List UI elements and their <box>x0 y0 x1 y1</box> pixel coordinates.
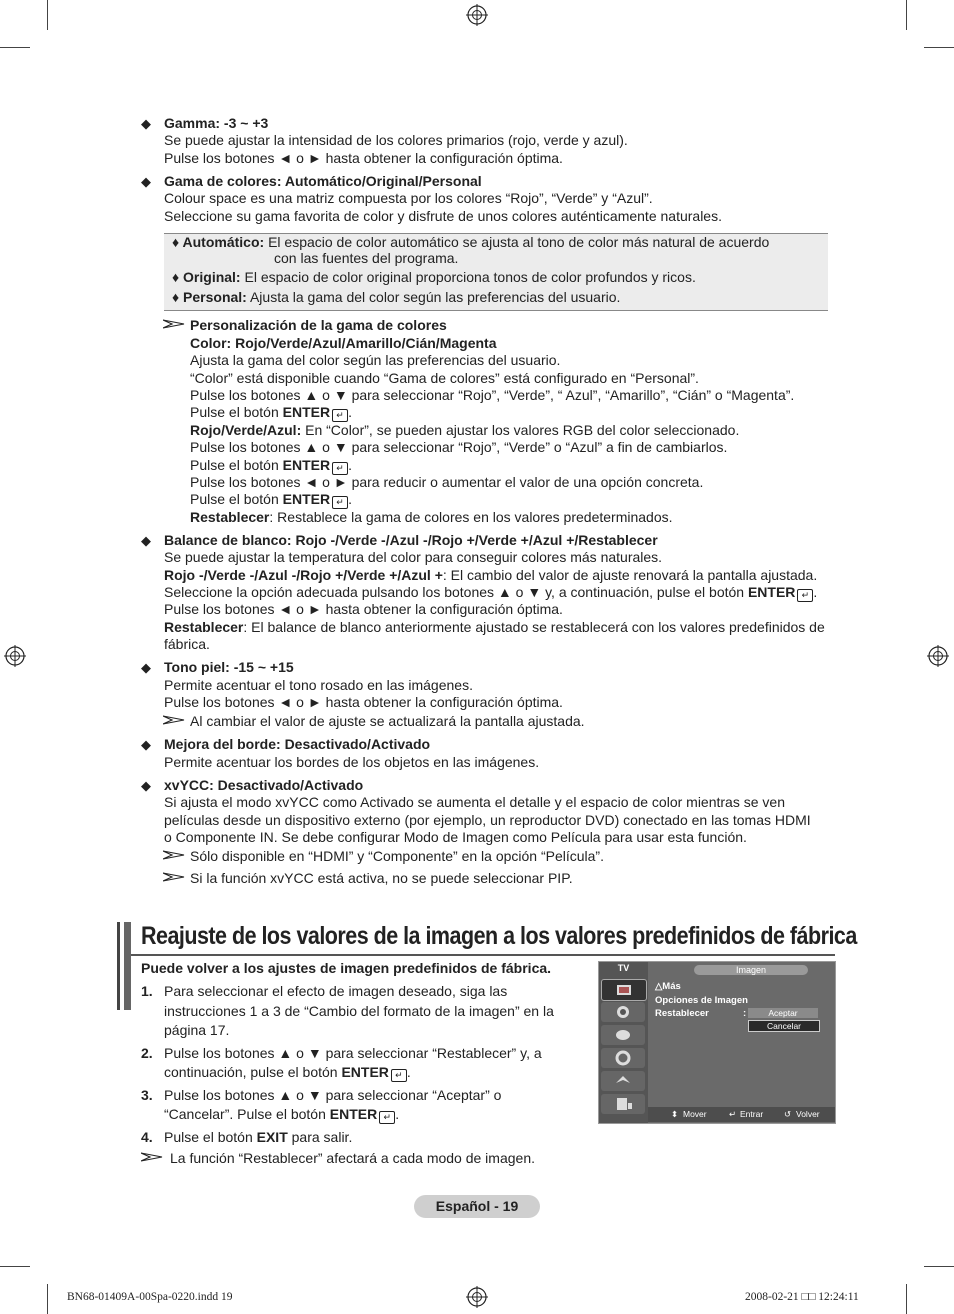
skin-line: Permite acentuar el tono rosado en las imágenes. <box>164 677 473 693</box>
custom-line: Pulse los botones ▲ o ▼ para seleccionar “Rojo”, “Verde”, “ Azul”, “Amarillo”, “Cián” o “Magenta”. <box>190 387 795 403</box>
white-line: fábrica. <box>164 636 210 652</box>
xvycc-note: Si la función xvYCC está activa, no se puede seleccionar PIP. <box>190 870 573 886</box>
skin-line: Pulse los botones ◄ o ► hasta obtener la configuración óptima. <box>164 694 563 710</box>
menu-colon: : <box>743 1008 747 1019</box>
custom-line: Pulse los botones ▲ o ▼ para seleccionar “Rojo”, “Verde” o “Azul” a fin de cambiarlos. <box>190 439 728 455</box>
crop-mark <box>924 47 954 48</box>
gamut-option-original: ♦ Original: El espacio de color original proporciona tonos de color profundos y ricos. <box>172 269 696 285</box>
application-menu-icon[interactable] <box>601 1094 645 1114</box>
tv-menu-helpbar <box>648 1107 835 1122</box>
cancel-option[interactable]: Cancelar <box>748 1020 820 1032</box>
menu-item-picture-options[interactable]: Opciones de Imagen <box>655 995 748 1006</box>
bullet-diamond-icon: ◆ <box>141 174 151 189</box>
gamut-line: Seleccione su gama favorita de color y disfrute de unos colores auténticamente naturales. <box>164 208 722 224</box>
registration-mark-icon <box>927 645 949 667</box>
note-arrow-icon <box>163 715 185 725</box>
move-label: Mover <box>683 1109 707 1119</box>
gamma-title: Gamma: -3 ~ +3 <box>164 115 269 131</box>
gamut-line: Colour space es una matriz compuesta por los colores “Rojo”, “Verde” y “Azul”. <box>164 190 653 206</box>
crop-mark <box>906 1284 907 1314</box>
tv-label: TV <box>617 963 630 973</box>
menu-item-more[interactable]: △Más <box>655 981 681 992</box>
step-text: instrucciones 1 a 3 de “Cambio del formato de la imagen” en la <box>164 1003 554 1019</box>
gamut-option-auto: ♦ Automático: El espacio de color automático se ajusta al tono de color más natural de acuerdo <box>172 234 770 250</box>
channel-menu-icon[interactable] <box>601 1025 645 1045</box>
footer-date: 2008-02-21 □□ 12:24:11 <box>745 1291 859 1303</box>
bullet-diamond-icon: ◆ <box>141 660 151 675</box>
white-line: Rojo -/Verde -/Azul -/Rojo +/Verde +/Azul +: El cambio del valor de ajuste renovará la pantalla ajustada. <box>164 567 818 583</box>
enter-label: Entrar <box>740 1109 764 1119</box>
skin-note: Al cambiar el valor de ajuste se actualizará la pantalla ajustada. <box>190 713 585 729</box>
step-text: Pulse los botones ▲ o ▼ para seleccionar “Restablecer” y, a <box>164 1045 542 1061</box>
enter-icon: ↵ <box>332 462 348 475</box>
custom-line: Ajusta la gama del color según las preferencias del usuario. <box>190 352 561 368</box>
custom-line: “Color” está disponible cuando “Gama de colores” está configurado en “Personal”. <box>190 370 699 386</box>
move-icon: ⬍ <box>671 1109 679 1119</box>
crop-mark <box>0 1266 30 1267</box>
xvycc-title: xvYCC: Desactivado/Activado <box>164 777 364 793</box>
bullet-diamond-icon: ◆ <box>141 737 151 752</box>
custom-line: Restablecer: Restablece la gama de colores en los valores predeterminados. <box>190 509 673 525</box>
enter-icon: ↵ <box>332 409 348 422</box>
input-menu-icon[interactable] <box>601 1071 645 1091</box>
xvycc-line: películas desde un dispositivo externo (por ejemplo, un reproductor DVD) conectado en las tomas HDMI <box>164 812 811 828</box>
gamma-line: Pulse los botones ◄ o ► hasta obtener la configuración óptima. <box>164 150 563 166</box>
white-line: Restablecer: El balance de blanco anteriormente ajustado se restablecerá con los valores predefinidos de <box>164 619 825 635</box>
step-text: continuación, pulse el botón ENTER ↵ . <box>164 1064 411 1080</box>
registration-mark-icon <box>466 4 488 26</box>
gamut-option-auto-cont: con las fuentes del programa. <box>274 250 459 266</box>
xvycc-note: Sólo disponible en “HDMI” y “Componente” en la opción “Película”. <box>190 848 604 864</box>
custom-line: Pulse los botones ◄ o ► para reducir o aumentar el valor de una opción concreta. <box>190 474 704 490</box>
enter-icon: ↵ <box>379 1111 395 1124</box>
white-line: Se puede ajustar la temperatura del color para conseguir colores más naturales. <box>164 549 663 565</box>
sound-menu-icon[interactable] <box>601 1002 645 1022</box>
tv-menu-screenshot <box>598 961 836 1124</box>
edge-line: Permite acentuar los bordes de los objetos en las imágenes. <box>164 754 540 770</box>
picture-menu-icon[interactable] <box>601 979 647 1001</box>
step-text: “Cancelar”. Pulse el botón ENTER ↵ . <box>164 1106 400 1122</box>
return-label: Volver <box>796 1109 820 1119</box>
white-line: Pulse los botones ◄ o ► hasta obtener la configuración óptima. <box>164 601 563 617</box>
xvycc-line: o Componente IN. Se debe configurar Modo de Imagen como Película para usar esta función. <box>164 829 747 845</box>
gamma-line: Se puede ajustar la intensidad de los colores primarios (rojo, verde y azul). <box>164 132 628 148</box>
heading-bar <box>117 922 120 1010</box>
note-arrow-icon <box>141 1152 163 1162</box>
edge-title: Mejora del borde: Desactivado/Activado <box>164 736 431 752</box>
crop-mark <box>47 1284 48 1314</box>
note-arrow-icon <box>163 319 185 329</box>
step-number: 3. <box>141 1087 153 1103</box>
enter-icon: ↵ <box>332 496 348 509</box>
note-arrow-icon <box>163 850 185 860</box>
note-arrow-icon <box>163 872 185 882</box>
custom-line: Pulse el botón ENTER ↵ . <box>190 457 352 473</box>
heading-bar <box>124 922 131 1010</box>
return-icon: ↺ <box>784 1109 792 1119</box>
heading-underline <box>131 954 835 956</box>
step-text: Pulse los botones ▲ o ▼ para seleccionar “Aceptar” o <box>164 1087 502 1103</box>
bullet-diamond-icon: ◆ <box>141 778 151 793</box>
gamut-title: Gama de colores: Automático/Original/Personal <box>164 173 482 189</box>
accept-option[interactable]: Aceptar <box>748 1008 818 1018</box>
step-text: Para seleccionar el efecto de imagen deseado, siga las <box>164 983 508 999</box>
enter-icon: ↵ <box>797 589 813 602</box>
step-number: 1. <box>141 983 153 999</box>
page-number: Español - 19 <box>414 1195 540 1218</box>
section-intro: Puede volver a los ajustes de imagen predefinidos de fábrica. <box>141 960 552 976</box>
step-number: 2. <box>141 1045 153 1061</box>
custom-subtitle: Color: Rojo/Verde/Azul/Amarillo/Cián/Magenta <box>190 335 497 351</box>
bullet-diamond-icon: ◆ <box>141 533 151 548</box>
step-text: página 17. <box>164 1022 230 1038</box>
enter-icon: ↵ <box>729 1109 737 1119</box>
custom-line: Rojo/Verde/Azul: En “Color”, se pueden ajustar los valores RGB del color seleccionado. <box>190 422 740 438</box>
custom-title: Personalización de la gama de colores <box>190 317 447 333</box>
crop-mark <box>906 0 907 30</box>
white-line: Seleccione la opción adecuada pulsando los botones ▲ o ▼ y, a continuación, pulse el botón ENTER ↵ . <box>164 584 818 600</box>
tv-menu-title: Imagen <box>694 965 808 975</box>
custom-line: Pulse el botón ENTER ↵ . <box>190 404 352 420</box>
registration-mark-icon <box>466 1286 488 1308</box>
setup-menu-icon[interactable] <box>601 1048 645 1068</box>
menu-item-reset[interactable]: Restablecer <box>655 1008 709 1019</box>
custom-line: Pulse el botón ENTER ↵ . <box>190 491 352 507</box>
crop-mark <box>924 1266 954 1267</box>
white-balance-title: Balance de blanco: Rojo -/Verde -/Azul -/Rojo +/Verde +/Azul +/Restablecer <box>164 532 658 548</box>
enter-icon: ↵ <box>391 1069 407 1082</box>
section-note: La función “Restablecer” afectará a cada modo de imagen. <box>170 1150 535 1166</box>
bullet-diamond-icon: ◆ <box>141 116 151 131</box>
crop-mark <box>47 0 48 30</box>
gamut-option-personal: ♦ Personal: Ajusta la gama del color según las preferencias del usuario. <box>172 289 621 305</box>
footer-file: BN68-01409A-00Spa-0220.indd 19 <box>67 1291 233 1303</box>
step-number: 4. <box>141 1129 153 1145</box>
crop-mark <box>0 47 30 48</box>
step-text: Pulse el botón EXIT para salir. <box>164 1129 353 1145</box>
registration-mark-icon <box>4 645 26 667</box>
section-heading: Reajuste de los valores de la imagen a los valores predefinidos de fábrica <box>141 922 857 950</box>
skin-title: Tono piel: -15 ~ +15 <box>164 659 294 675</box>
xvycc-line: Si ajusta el modo xvYCC como Activado se aumenta el detalle y el espacio de color mientras se ven <box>164 794 785 810</box>
